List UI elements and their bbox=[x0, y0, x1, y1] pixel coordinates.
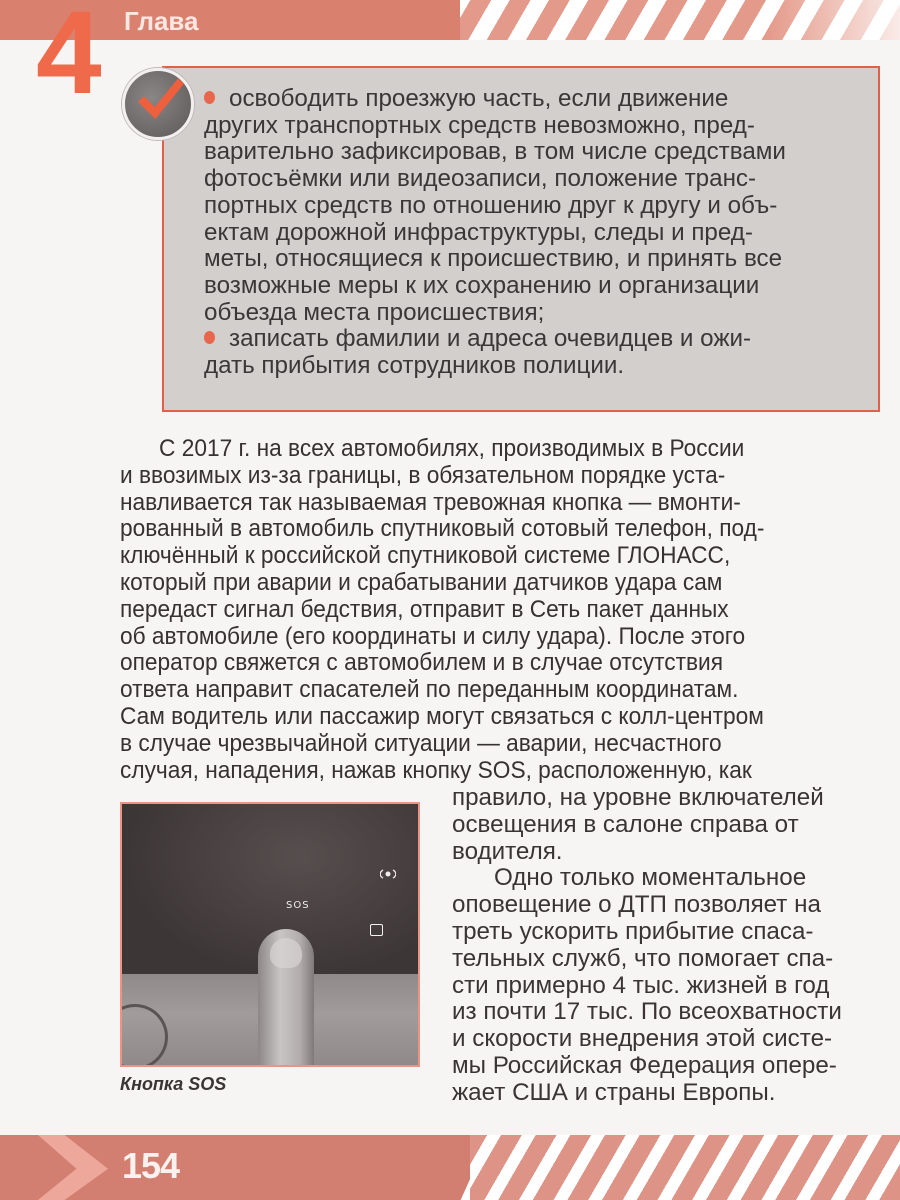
rules-list bbox=[204, 86, 864, 380]
footer-stripes bbox=[470, 1135, 900, 1200]
cabin-light-icon bbox=[380, 868, 396, 880]
rule-item: записать фамилии и адреса очевидцев и ожи- дать прибытия сотрудников полиции. bbox=[204, 325, 752, 380]
checkmark-icon bbox=[122, 68, 194, 140]
sos-button-label: SOS bbox=[286, 900, 310, 911]
main-paragraph: С 2017 г. на всех автомобилях, производимых в России и ввозимых из-за границы, в обязательном порядке уста- навливается так называемая тревожная кнопка — вмонти- рованный в автомобиль спутниковый сотовый телефон, под- ключённый к российской спутниковой системе ГЛОНАСС, который при аварии и срабатывании датчиков удара сам передаст сигнал бедствия, отправит в Сеть пакет данных об автомобиле (его координаты и силу удара). После этого оператор свяжется с автомобилем и в случае отсутствия ответа направит спасателей по переданным координатам. Сам водитель или пассажир могут связаться с колл-центром в случае чрезвычайной ситуации — аварии, несчастного случая, нападения, нажав кнопку SOS, расположенную, как bbox=[120, 435, 765, 784]
sos-button-photo bbox=[120, 802, 420, 1067]
chapter-label: Глава bbox=[124, 6, 199, 36]
rule-item: освободить проезжую часть, если движение других транспортных средств невозможно, пред- варительно зафиксировав, в том числе средствами фотосъёмки или видеозаписи, положение транс- портных средств по отношению друг к другу и объ- ектам дорожной инфраструктуры, следы и пред- меты, относящиеся к происшествию, и принять все возможные меры к их сохранению и организации объезда места происшествия; bbox=[204, 85, 786, 326]
photo-caption: Кнопка SOS bbox=[120, 1074, 227, 1094]
footer-band bbox=[0, 1135, 900, 1200]
page-number: 154 bbox=[122, 1145, 180, 1186]
side-column-text: правило, на уровне включателей освещения в салоне справа от водителя. Одно только моментальное оповещение о ДТП позволяет на треть ускорить прибытие спаса- тельных служб, что помогает спа- сти примерно 4 тыс. жизней в год из почти 17 тыс. По всеохватности и скорости внедрения этой систе- мы Российская Федерация опере- жает США и страны Европы. bbox=[452, 785, 880, 1107]
side-paragraph: Одно только моментальное оповещение о ДТП позволяет на треть ускорить прибытие спаса- тельных служб, что помогает спа- сти примерно 4 тыс. жизней в год из почти 17 тыс. По всеохватности и скорости внедрения этой систе- мы Российская Федерация опере- жает США и страны Европы. bbox=[452, 864, 842, 1106]
chapter-number: 4 bbox=[36, 0, 98, 119]
header-stripes bbox=[460, 0, 900, 40]
bullet-icon bbox=[204, 331, 215, 344]
fingernail bbox=[270, 938, 302, 968]
bullet-icon bbox=[204, 91, 215, 104]
button-indicator-icon bbox=[370, 924, 383, 936]
